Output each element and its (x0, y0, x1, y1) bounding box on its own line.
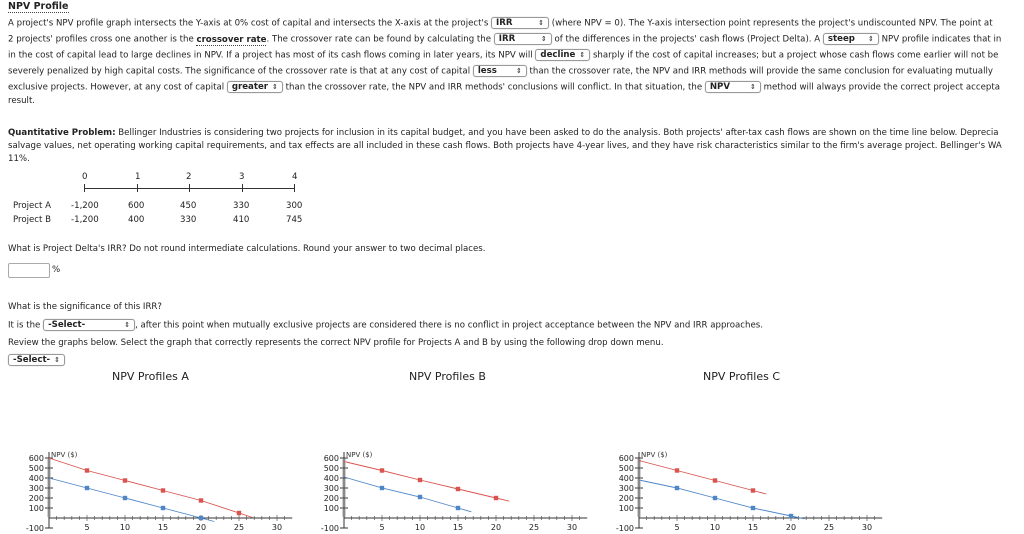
y-tick-label: -100 (615, 524, 634, 533)
year-label: 3 (239, 172, 245, 182)
para-text: in the cost of capital lead to large declines in NPV. If a project has most of its cash flows coming in later years, its NPV will (8, 50, 533, 61)
y-tick-label: 300 (28, 484, 44, 493)
comparison-select-2[interactable] (227, 81, 283, 93)
select-value: decline (540, 50, 576, 60)
cash-flow-value: 600 (128, 201, 145, 211)
cash-flow-value: 745 (286, 215, 303, 225)
x-tick-label: 25 (528, 523, 540, 532)
timeline-tick (137, 184, 138, 192)
data-point-b (380, 468, 384, 472)
timeline-tick (294, 184, 295, 192)
data-point-b (456, 487, 460, 491)
timeline-tick (242, 184, 243, 192)
y-tick-label: 400 (618, 474, 634, 483)
y-axis-label: NPV ($) (641, 451, 668, 459)
data-point-a (751, 506, 755, 510)
project-b-label: Project B (13, 215, 52, 225)
y-tick-label: 600 (323, 454, 339, 463)
series-line-a (639, 480, 804, 519)
quant-label: Quantitative Problem: (8, 128, 116, 138)
x-tick-label: 5 (674, 523, 680, 532)
select-value: NPV (709, 82, 731, 92)
y-tick-label: 100 (618, 504, 634, 513)
x-tick-label: 10 (709, 523, 721, 532)
data-point-b (751, 488, 755, 492)
significance-prefix: It is the (8, 320, 41, 331)
para-text: (where NPV = 0). The Y-axis intersection point represents the project's undiscounted NPV. The point at (551, 18, 993, 29)
section-title: NPV Profile (8, 1, 69, 12)
npv-profile-graph-b (310, 385, 620, 534)
percent-unit: % (52, 265, 61, 275)
series-line-b (344, 462, 509, 502)
slope-select[interactable] (823, 33, 879, 45)
y-tick-label: 300 (323, 484, 339, 493)
para-text: than the crossover rate, the NPV and IRR methods will provide the same conclusion for evaluating mutually (529, 66, 993, 77)
data-point-a (713, 496, 717, 500)
select-value: steep (827, 34, 855, 44)
timeline-tick (189, 184, 190, 192)
y-tick-label: 600 (28, 454, 44, 463)
cash-flow-value: 330 (233, 201, 250, 211)
data-point-b (161, 488, 165, 492)
graph-select[interactable] (8, 354, 65, 366)
quant-text: Bellinger Industries is considering two projects for inclusion in its capital budget, and you have been asked to do the analysis. Both projects' after-tax cash flows are shown on the time line below. Deprecia (118, 128, 999, 138)
chevron-down-icon: ⇕ (540, 35, 547, 43)
x-tick-label: 20 (490, 523, 502, 532)
x-tick-label: 30 (271, 523, 283, 532)
quant-line-2: salvage values, net operating working capital requirements, and tax effects are all included in these cash flows. Both projects have 4-year lives, and they have risk characteristics similar to the firm's average project. Bellinger's WA (8, 141, 1002, 151)
select-value: IRR (498, 34, 516, 44)
y-tick-label: 400 (28, 474, 44, 483)
question-significance: What is the significance of this IRR? (8, 302, 162, 312)
cash-flow-value: 300 (286, 201, 303, 211)
para-text: NPV profile indicates that in (881, 34, 1002, 45)
data-point-a (161, 506, 165, 510)
data-point-a (85, 486, 89, 490)
para-text: exclusive projects. However, at any cost of capital (8, 82, 225, 93)
data-point-a (380, 486, 384, 490)
para-line-3 (8, 49, 998, 61)
npv-change-select[interactable] (535, 49, 590, 61)
x-tick-label: 30 (861, 523, 873, 532)
x-tick-label: 20 (785, 523, 797, 532)
graph-select-wrap (8, 354, 65, 366)
y-tick-label: 200 (28, 494, 44, 503)
y-tick-label: 400 (323, 474, 339, 483)
year-label: 1 (135, 172, 141, 182)
x-tick-label: 10 (414, 523, 426, 532)
x-tick-label: 10 (119, 523, 131, 532)
para-line-1 (8, 17, 993, 29)
para-text: method will always provide the correct project accepta (763, 82, 1000, 93)
chevron-down-icon: ⇕ (515, 67, 522, 75)
series-line-b (639, 461, 766, 495)
select-value: less (477, 66, 497, 76)
data-point-a (199, 516, 203, 520)
timeline-tick (84, 184, 85, 192)
para-text: severely penalized by high capital costs. The significance of the crossover rate is that at any cost of capital (8, 66, 471, 77)
y-tick-label: 500 (323, 464, 339, 473)
chevron-down-icon: ⇕ (749, 83, 756, 91)
graph-title-a: NPV Profiles A (112, 370, 189, 383)
para-line-2 (8, 33, 1001, 45)
project-a-label: Project A (13, 201, 52, 211)
data-point-b (123, 478, 127, 482)
data-point-a (456, 506, 460, 510)
y-tick-label: 200 (323, 494, 339, 503)
y-tick-label: 300 (618, 484, 634, 493)
npv-profile-graph-c (605, 385, 895, 534)
y-tick-label: 100 (28, 504, 44, 513)
data-point-a (418, 495, 422, 499)
chevron-down-icon: ⇕ (579, 51, 586, 59)
chevron-down-icon: ⇕ (868, 35, 874, 43)
para-text: sharply if the cost of capital increases; but a project whose cash flows come earlier will not be (592, 50, 999, 61)
cash-flow-value: -1,200 (71, 215, 99, 225)
quant-line-1 (8, 128, 999, 138)
cash-flow-value: 400 (128, 215, 145, 225)
x-tick-label: 25 (823, 523, 835, 532)
series-line-b (49, 458, 252, 517)
data-point-a (789, 514, 793, 518)
cash-flow-value: -1,200 (71, 201, 99, 211)
data-point-a (675, 486, 679, 490)
x-tick-label: 5 (379, 523, 385, 532)
select-value: -Select- (48, 320, 86, 330)
para-line-6: result. (8, 96, 36, 106)
data-point-b (85, 468, 89, 472)
question-graph: Review the graphs below. Select the graph that correctly represents the correct NPV profile for Projects A and B by using the following drop down menu. (8, 338, 664, 348)
data-point-b (494, 496, 498, 500)
comparison-select-1[interactable] (473, 65, 527, 77)
crossover-method-select[interactable] (494, 33, 552, 45)
graph-title-b: NPV Profiles B (409, 370, 486, 383)
chevron-down-icon: ⇕ (272, 83, 278, 91)
data-point-b (713, 478, 717, 482)
y-axis-label: NPV ($) (51, 451, 78, 459)
x-tick-label: 30 (566, 523, 578, 532)
graph-title-c: NPV Profiles C (703, 370, 780, 383)
cash-flow-value: 450 (180, 201, 197, 211)
cash-flow-value: 330 (180, 215, 197, 225)
irr-select[interactable] (491, 17, 549, 29)
y-tick-label: 500 (28, 464, 44, 473)
select-value: greater (231, 82, 269, 92)
chevron-down-icon: ⇕ (538, 19, 545, 27)
data-point-b (237, 511, 241, 515)
series-line-a (344, 477, 471, 512)
y-tick-label: 200 (618, 494, 634, 503)
y-axis-label: NPV ($) (346, 451, 373, 459)
delta-irr-input[interactable] (8, 263, 50, 278)
select-value: IRR (496, 18, 513, 28)
x-tick-label: 15 (747, 523, 759, 532)
quant-line-3: 11%. (8, 154, 30, 164)
data-point-a (123, 496, 127, 500)
y-tick-label: -100 (25, 524, 44, 533)
chevron-down-icon: ⇕ (124, 321, 131, 329)
para-text: A project's NPV profile graph intersects the Y-axis at 0% cost of capital and intersects the X-axis at the project's (8, 18, 489, 29)
data-point-b (675, 468, 679, 472)
question-irr: What is Project Delta's IRR? Do not round intermediate calculations. Round your answer to two decimal places. (8, 244, 486, 254)
y-tick-label: 100 (323, 504, 339, 513)
data-point-b (418, 478, 422, 482)
cash-flow-value: 410 (233, 215, 250, 225)
crossover-rate-term[interactable]: crossover rate (196, 34, 267, 45)
select-value: -Select- (13, 355, 51, 365)
para-text: of the differences in the projects' cash flows (Project Delta). A (554, 34, 821, 45)
x-tick-label: 15 (452, 523, 464, 532)
data-point-b (199, 498, 203, 502)
significance-suffix: , after this point when mutually exclusive projects are considered there is no conflict in project acceptance between the NPV and IRR approaches. (135, 320, 763, 331)
para-line-4 (8, 65, 993, 77)
y-tick-label: 600 (618, 454, 634, 463)
para-text: than the crossover rate, the NPV and IRR methods' conclusions will conflict. In that situation, the (285, 82, 703, 93)
year-label: 4 (292, 172, 298, 182)
year-label: 0 (82, 172, 88, 182)
para-text: 2 projects' profiles cross one another is the (8, 34, 194, 45)
para-text: . The crossover rate can be found by calculating the (266, 34, 492, 45)
x-tick-label: 15 (157, 523, 169, 532)
npv-profile-graph-a (0, 385, 330, 534)
x-tick-label: 25 (233, 523, 245, 532)
series-line-a (49, 478, 214, 522)
year-label: 2 (186, 172, 192, 182)
y-tick-label: 500 (618, 464, 634, 473)
significance-line (8, 319, 763, 331)
para-line-5 (8, 81, 1000, 93)
method-select[interactable] (705, 81, 761, 93)
y-tick-label: -100 (320, 524, 339, 533)
x-tick-label: 5 (84, 523, 90, 532)
significance-select[interactable] (43, 319, 135, 331)
x-tick-label: 20 (195, 523, 207, 532)
chevron-down-icon: ⇕ (54, 356, 61, 364)
